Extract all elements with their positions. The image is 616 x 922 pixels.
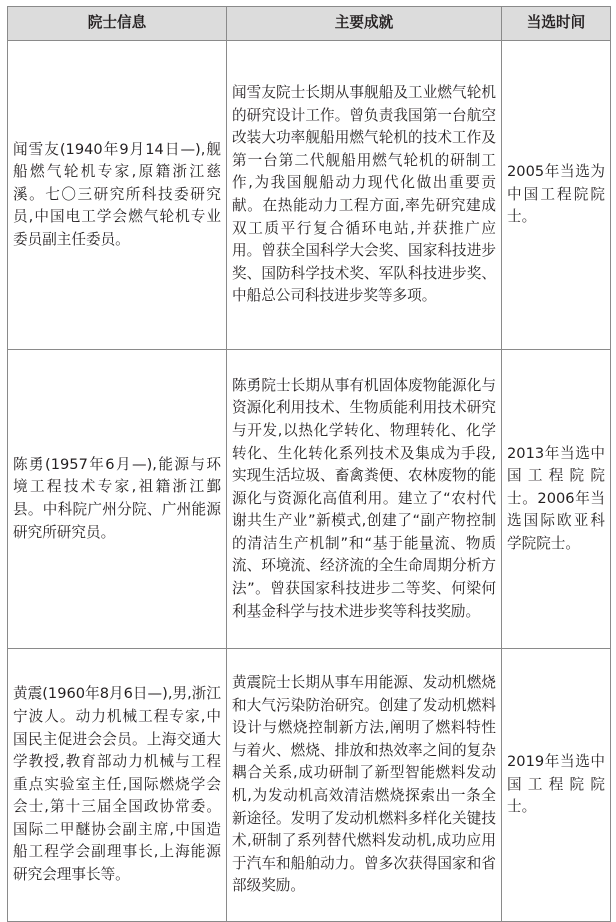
table-body [8,41,611,922]
info-cell: 陈勇(1957年6月—),能源与环境工程技术专家,祖籍浙江鄞县。中科院广州分院、广州能源研究所研究员。 [8,350,227,649]
table-header [8,7,611,41]
achievements-cell: 闻雪友院士长期从事舰船及工业燃气轮机的研究设计工作。曾负责我国第一台航空改装大功率舰船用燃气轮机的技术工作及第一台第二代舰船用燃气轮机的研制工作,为我国舰船动力现代化做出重要贡献。在热能动力工程方面,率先研究建成双工质平行复合循环电站,并获推广应用。曾获全国科学大会奖、国家科技进步奖、国防科学技术奖、军队科技进步奖、中船总公司科技进步奖等多项。 [227,41,502,350]
elected-cell: 2013年当选中国工程院院士。2006年当选国际欧亚科学院院士。 [502,350,611,649]
table-row [8,350,611,649]
table-row [8,41,611,350]
info-cell: 闻雪友(1940年9月14日—),舰船燃气轮机专家,原籍浙江慈溪。七〇三研究所科技委研究员,中国电工学会燃气轮机专业委员副主任委员。 [8,41,227,350]
header-achievements: 主要成就 [227,7,502,41]
info-cell: 黄震(1960年8月6日—),男,浙江宁波人。动力机械工程专家,中国民主促进会会员。上海交通大学教授,教育部动力机械与工程重点实验室主任,国际燃烧学会会士,第十三届全国政协常委。国际二甲醚协会副主席,中国造船工程学会副理事长,上海能源研究会理事长等。 [8,649,227,922]
achievements-cell: 陈勇院士长期从事有机固体废物能源化与资源化利用技术、生物质能利用技术研究与开发,以热化学转化、物理转化、化学转化、生化转化系列技术及集成为手段,实现生活垃圾、畜禽粪便、农林废物的能源化与资源化高值利用。建立了“农村代谢共生产业”新模式,创建了“副产物控制的清洁生产机制”和“基于能量流、物质流、环境流、经济流的全生命周期分析方法”。曾获国家科技进步二等奖、何梁何利基金科学与技术进步奖等科技奖励。 [227,350,502,649]
academician-table [7,6,611,922]
achievements-cell: 黄震院士长期从事车用能源、发动机燃烧和大气污染防治研究。创建了发动机燃料设计与燃烧控制新方法,阐明了燃料特性与着火、燃烧、排放和热效率之间的复杂耦合关系,成功研制了新型智能燃料发动机,为发动机高效清洁燃烧探索出一条全新途径。发明了发动机燃料多样化关键技术,研制了系列替代燃料发动机,成功应用于汽车和船舶动力。曾多次获得国家和省部级奖励。 [227,649,502,922]
elected-cell: 2019年当选中国工程院院士。 [502,649,611,922]
header-row [8,7,611,41]
header-elected: 当选时间 [502,7,611,41]
academician-table-container [7,6,610,922]
elected-cell: 2005年当选为中国工程院院士。 [502,41,611,350]
table-row [8,649,611,922]
header-info: 院士信息 [8,7,227,41]
